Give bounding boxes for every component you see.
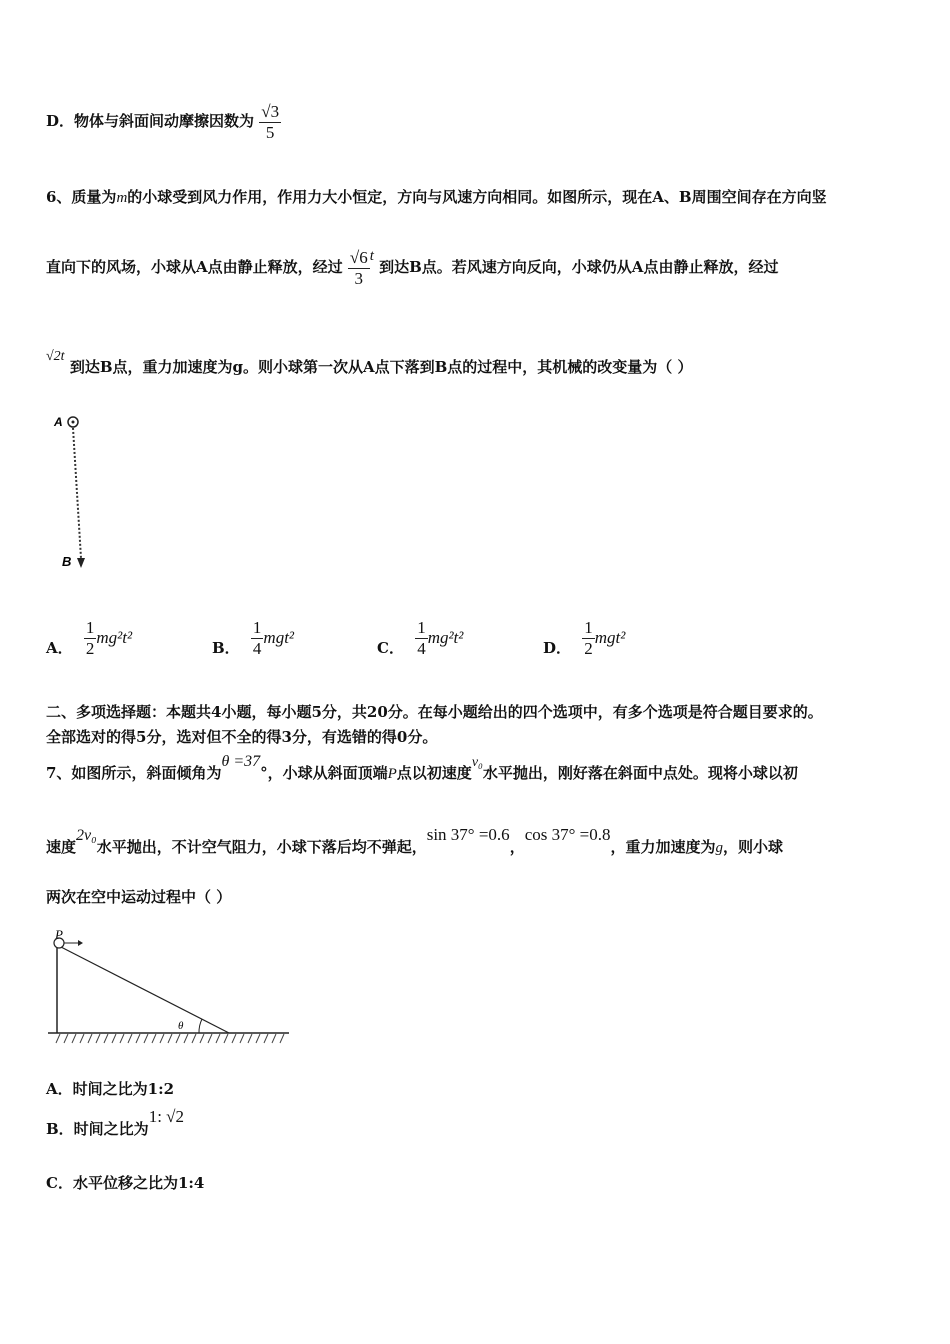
- point-b-label: B: [62, 554, 72, 569]
- option-label: D．: [543, 639, 572, 658]
- option-expression: mgt²: [594, 628, 626, 648]
- q6-text: 6、质量为: [46, 188, 117, 206]
- option-label: B．: [212, 639, 240, 658]
- q6-line-2: [46, 248, 778, 288]
- option-fraction: [251, 618, 264, 658]
- q6-text: 到达B点。若风速方向反向，小球仍从A点由静止释放，经过: [379, 258, 779, 277]
- arrow-down-icon: [77, 558, 85, 568]
- arrow-right-icon: [78, 940, 83, 946]
- q6-option-b[interactable]: [212, 618, 294, 658]
- option-expression: mg²t²: [96, 628, 133, 648]
- q6-line-3: [46, 349, 693, 377]
- q7-text: 7、如图所示，斜面倾角为: [46, 764, 222, 782]
- section-2-heading: 二、多项选择题：本题共4小题，每小题5分，共20分。在每小题给出的四个选项中，有多个选项是符合题目要求的。: [46, 703, 823, 721]
- q7-text: 水平抛出，不计空气阻力，小球下落后均不弹起，: [96, 838, 427, 856]
- option-expression: mg²t²: [427, 628, 464, 648]
- q7-line-1: [46, 753, 798, 783]
- fall-path: [73, 428, 81, 558]
- fraction-denominator: 2: [85, 638, 95, 658]
- option-label: A．: [46, 639, 73, 658]
- option-math: 1: √2: [148, 1107, 184, 1126]
- fraction-numerator: √3: [261, 102, 280, 121]
- fraction-numerator: 1: [85, 618, 95, 637]
- fraction-denominator: 3: [354, 268, 364, 288]
- q7-text: °，小球从斜面顶端: [260, 764, 388, 782]
- q7-text: 水平抛出，刚好落在斜面中点处。现将小球以初: [482, 764, 798, 782]
- q6-line-1: [46, 186, 827, 207]
- q6-time-symbol: t: [369, 248, 374, 265]
- option-fraction: [84, 618, 97, 658]
- ground-hatching: [56, 1034, 284, 1043]
- angle-theta-label: θ: [178, 1020, 184, 1032]
- fraction-numerator: 1: [417, 618, 426, 637]
- option-expression: mgt²: [263, 628, 295, 648]
- q5-option-d: [46, 102, 281, 142]
- fraction-denominator: 2: [584, 638, 593, 658]
- incline-surface: [61, 947, 229, 1033]
- option-fraction: [415, 618, 428, 658]
- q7-text: 速度: [46, 838, 77, 856]
- q7-option-a[interactable]: A．时间之比为1:2: [46, 1080, 175, 1098]
- fraction-denominator: 4: [252, 638, 262, 658]
- point-a-label: A: [54, 415, 63, 429]
- q6-option-c[interactable]: [377, 618, 463, 658]
- option-label: B．时间之比为: [46, 1120, 149, 1138]
- q6-text: 直向下的风场，小球从A点由静止释放，经过: [46, 258, 343, 277]
- fraction-denominator: 4: [417, 638, 426, 658]
- q7-theta-expression: θ =37: [221, 753, 261, 770]
- q7-text: ，: [509, 838, 525, 856]
- q6-option-d[interactable]: [543, 618, 625, 658]
- q7-point-p: P: [387, 766, 397, 782]
- angle-arc: [199, 1019, 202, 1033]
- fraction-denominator: 5: [265, 122, 275, 142]
- section-2-instructions: 全部选对的得5分，选对但不全的得3分，有选错的得0分。: [46, 728, 438, 746]
- q6-text: 到达B点，重力加速度为g。则小球第一次从A点下落到B点的过程中，其机械的改变量为（ ）: [69, 358, 693, 376]
- q7-incline-diagram: [46, 925, 296, 1055]
- q7-double-velocity: 2v₀: [76, 827, 97, 844]
- q6-time-fraction: [348, 248, 370, 288]
- q7-initial-velocity: v₀: [471, 755, 483, 770]
- q7-gravity-symbol: g: [715, 840, 724, 856]
- q6-wind-diagram: [50, 408, 110, 578]
- q6-text: 的小球受到风力作用，作用力大小恒定，方向与风速方向相同。如图所示，现在A、B周围空间存在方向竖: [127, 188, 827, 206]
- q7-text: ，重力加速度为: [610, 838, 716, 856]
- q5-option-d-fraction: [259, 102, 281, 142]
- q7-option-c[interactable]: C．水平位移之比为1:4: [46, 1174, 205, 1192]
- option-fraction: [582, 618, 595, 658]
- q7-option-b[interactable]: [46, 1107, 184, 1139]
- fraction-numerator: √6: [349, 248, 368, 267]
- q7-text: 点以初速度: [396, 764, 472, 782]
- q7-line-3: 两次在空中运动过程中（ ）: [46, 888, 232, 906]
- point-p-label: P: [55, 927, 63, 942]
- fraction-numerator: 1: [584, 618, 593, 637]
- q7-cos-value: cos 37° =0.8: [524, 825, 611, 844]
- q6-mass-symbol: m: [116, 190, 128, 206]
- q7-sin-value: sin 37° =0.6: [426, 825, 510, 844]
- q5-option-d-label: D．物体与斜面间动摩擦因数为: [46, 112, 255, 131]
- q7-line-2: [46, 825, 784, 857]
- q6-option-a[interactable]: [46, 618, 132, 658]
- fraction-numerator: 1: [252, 618, 262, 637]
- option-label: C．: [377, 639, 404, 658]
- q6-sqrt2t: √2t: [46, 349, 65, 364]
- q7-text: ，则小球: [723, 838, 784, 856]
